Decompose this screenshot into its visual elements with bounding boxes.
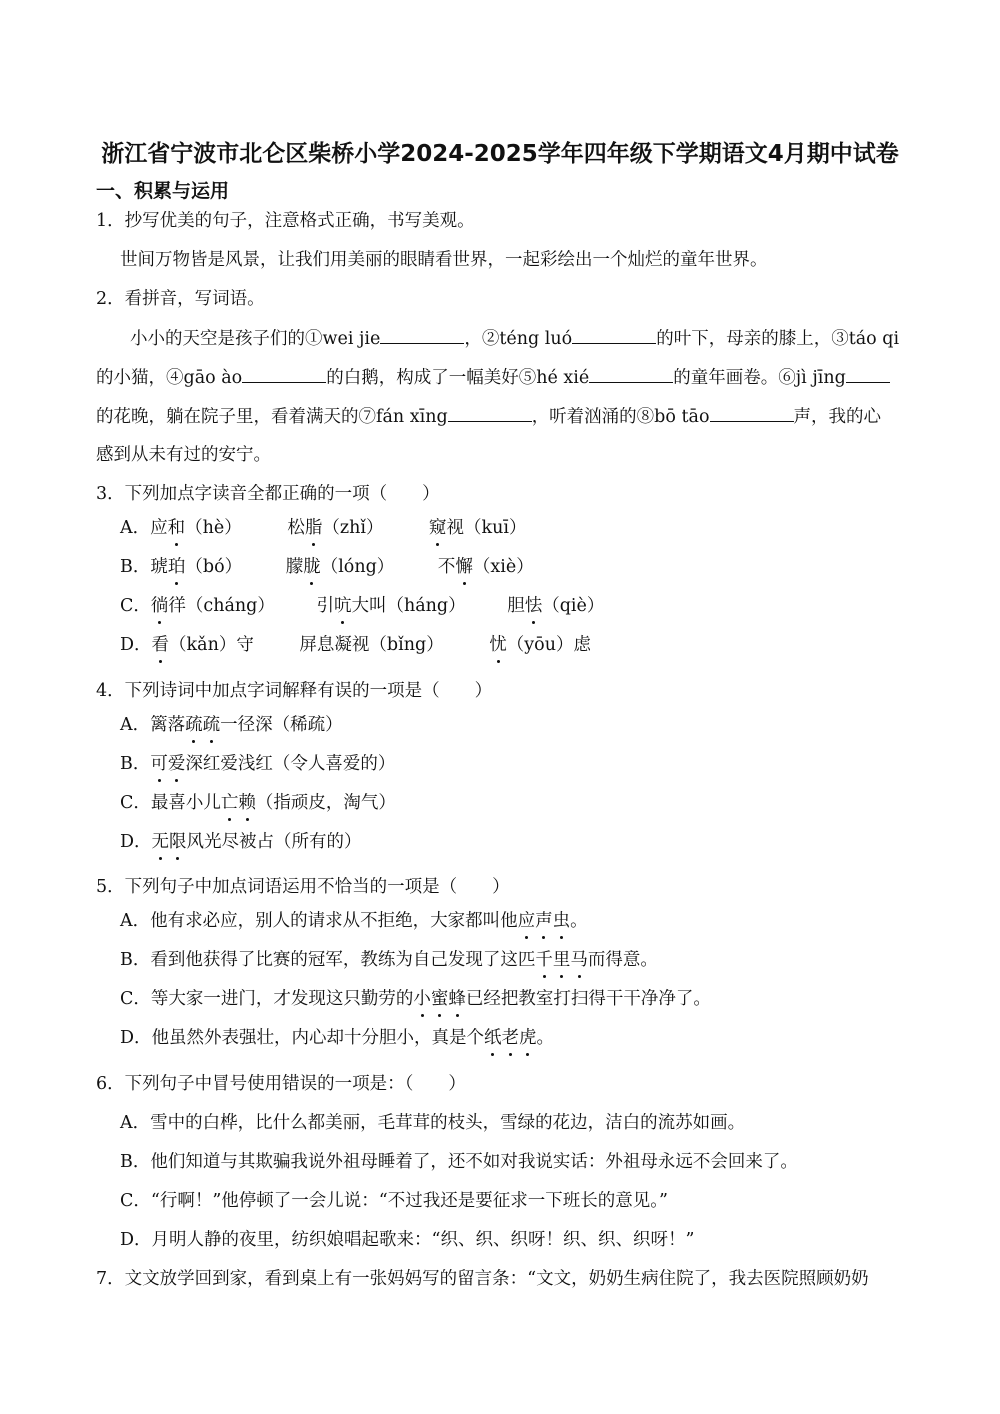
dotted-char: 虎 <box>519 1025 537 1051</box>
pinyin-text: （xiè） <box>472 557 534 577</box>
dotted-char: 小 <box>413 986 431 1012</box>
option-label: A． <box>120 518 151 538</box>
question-6-stem: 6．下列句子中冒号使用错误的一项是：（ ） <box>96 1074 466 1094</box>
pinyin-text: 声，我的心 <box>793 407 881 427</box>
dotted-char <box>152 832 187 852</box>
dotted-char: 赖 <box>238 790 256 816</box>
question-5-option-a[interactable] <box>120 908 588 934</box>
word-text: 屏 <box>299 635 317 655</box>
question-6-option-d[interactable]: D．月明人静的夜里，纺织娘唱起歌来：“织、织、织呀！织、织、织呀！” <box>120 1230 695 1250</box>
word-text: 琥 <box>150 557 168 577</box>
pinyin-text: 的叶下，母亲的膝上，③táo qi <box>656 329 900 349</box>
option-text: 。 <box>536 1028 555 1048</box>
option-text: 。 <box>570 911 588 931</box>
pinyin-text: 的花晚，躺在院子里，看着满天的⑦fán xīng <box>96 407 448 427</box>
option-text: 已经把教室打扫得干干净净了。 <box>465 989 711 1009</box>
dotted-char: 窥 <box>429 515 447 541</box>
word-text: 徉 <box>168 596 186 616</box>
dotted-char: 蜜 <box>431 986 449 1012</box>
question-5-option-c[interactable] <box>120 986 711 1012</box>
pinyin-text: （bó） <box>185 557 243 577</box>
option-label: A． <box>120 911 151 931</box>
question-3-option-a[interactable] <box>120 515 527 541</box>
option-text: （指顽皮，淘气） <box>255 793 396 813</box>
dotted-char: 看 <box>152 632 170 658</box>
dotted-char <box>484 1028 537 1048</box>
dotted-char: 和 <box>168 515 186 541</box>
dotted-char: 马 <box>570 947 588 973</box>
question-2-line-2 <box>96 364 890 391</box>
option-text: 最喜小儿 <box>150 793 221 813</box>
pinyin-text: （lóng） <box>320 557 395 577</box>
dotted-char: 里 <box>553 947 571 973</box>
option-label: C． <box>120 989 151 1009</box>
dotted-char: 老 <box>502 1025 520 1051</box>
word-text: 息凝视 <box>316 635 370 655</box>
question-4-option-b[interactable] <box>120 751 395 777</box>
question-1-stem: 1．抄写优美的句子，注意格式正确，书写美观。 <box>96 211 475 231</box>
pinyin-text: （bǐng） <box>369 635 444 655</box>
option-text: 他虽然外表强壮，内心却十分胆小，真是个 <box>151 1028 485 1048</box>
dotted-char: 吭 <box>334 593 352 619</box>
question-7-stem: 7．文文放学回到家，看到桌上有一张妈妈写的留言条：“文文，奶奶生病住院了，我去医院照顾奶奶 <box>96 1269 869 1289</box>
option-text: 深红爱浅红（令人喜爱的） <box>185 754 396 774</box>
pinyin-text: （yōu）虑 <box>506 635 591 655</box>
pinyin-text: （kǎn）守 <box>169 635 254 655</box>
answer-blank[interactable] <box>589 364 673 383</box>
question-2-line-4: 感到从未有过的安宁。 <box>96 445 271 465</box>
dotted-char: 虫 <box>553 908 571 934</box>
dotted-char: 无 <box>152 829 170 855</box>
option-text: 而得意。 <box>587 950 658 970</box>
question-4-stem: 4．下列诗词中加点字词解释有误的一项是（ ） <box>96 681 493 701</box>
question-4-option-d[interactable] <box>120 829 362 855</box>
pinyin-text: 的白鹅，构成了一幅美好⑤hé xié <box>326 368 590 388</box>
dotted-char: 限 <box>169 829 187 855</box>
question-3-option-c[interactable] <box>120 593 604 619</box>
question-6-option-c[interactable]: C．“行啊！”他停顿了一会儿说：“不过我还是要征求一下班长的意见。” <box>120 1191 668 1211</box>
pinyin-text: 的小猫，④gāo ào <box>96 368 243 388</box>
option-label: D． <box>120 832 152 852</box>
dotted-char: 千 <box>535 947 553 973</box>
dotted-char: 声 <box>535 908 553 934</box>
word-text: 视 <box>446 518 465 538</box>
dotted-char: 纸 <box>484 1025 502 1051</box>
pinyin-text: （zhǐ） <box>322 518 384 538</box>
dotted-char: 徜 <box>151 593 169 619</box>
pinyin-text: ，听着汹涌的⑧bō tāo <box>531 407 710 427</box>
question-5-option-b[interactable] <box>120 947 658 973</box>
word-text: 引 <box>316 596 334 616</box>
dotted-char: 爱 <box>168 751 186 777</box>
dotted-char: 珀 <box>168 554 186 580</box>
option-text: 他有求必应，别人的请求从不拒绝，大家都叫他 <box>150 911 518 931</box>
question-3-option-b[interactable] <box>120 554 534 580</box>
option-text: 篱落 <box>150 715 186 735</box>
dotted-word <box>185 715 220 735</box>
answer-blank[interactable] <box>242 364 326 383</box>
option-label: B． <box>120 950 151 970</box>
word-text: 胆 <box>507 596 525 616</box>
word-text: 大叫 <box>351 596 387 616</box>
option-label: A． <box>120 715 151 735</box>
option-text: 一径深（稀疏） <box>220 715 343 735</box>
word-text: 不 <box>437 557 456 577</box>
dotted-char: 应 <box>518 908 536 934</box>
pinyin-text: ，②téng luó <box>464 329 573 349</box>
dotted-char <box>221 793 256 813</box>
dotted-char: 亡 <box>221 790 239 816</box>
dotted-char <box>413 989 466 1009</box>
dotted-char <box>535 950 588 970</box>
pinyin-text: 的童年画卷。⑥jì jīng <box>673 368 846 388</box>
answer-blank[interactable] <box>710 403 794 422</box>
word-text: 松 <box>287 518 305 538</box>
question-5-option-d[interactable] <box>120 1025 554 1051</box>
question-4-option-a[interactable] <box>120 712 343 738</box>
question-5-stem: 5．下列句子中加点词语运用不恰当的一项是（ ） <box>96 877 510 897</box>
dotted-char: 忧 <box>489 632 507 658</box>
dotted-char <box>150 754 185 774</box>
pinyin-text: （hè） <box>185 518 242 538</box>
answer-blank[interactable] <box>448 403 532 422</box>
word-text: 应 <box>150 518 168 538</box>
question-6-option-a[interactable]: A．雪中的白桦，比什么都美丽，毛茸茸的枝头，雪绿的花边，洁白的流苏如画。 <box>120 1113 746 1133</box>
dotted-char <box>185 715 220 735</box>
dotted-char: 疏 <box>185 712 203 738</box>
dotted-char: 可 <box>150 751 168 777</box>
question-2-line-3 <box>96 403 881 430</box>
pinyin-text: （qiè） <box>542 596 605 616</box>
option-label: C． <box>120 596 151 616</box>
answer-blank[interactable] <box>572 325 656 344</box>
option-text: 看到他获得了比赛的冠军，教练为自己发现了这匹 <box>150 950 536 970</box>
question-4-option-c[interactable] <box>120 790 396 816</box>
option-label: D． <box>120 1028 152 1048</box>
question-3-option-d[interactable] <box>120 632 591 658</box>
section-heading: 一、积累与运用 <box>96 180 230 202</box>
dotted-char: 胧 <box>303 554 321 580</box>
answer-blank[interactable] <box>380 325 464 344</box>
option-label: B． <box>120 754 151 774</box>
question-3-stem: 3．下列加点字读音全都正确的一项（ ） <box>96 484 440 504</box>
dotted-char: 蜂 <box>448 986 466 1012</box>
dotted-char: 懈 <box>455 554 473 580</box>
question-1-sentence: 世间万物皆是风景，让我们用美丽的眼睛看世界，一起彩绘出一个灿烂的童年世界。 <box>120 250 768 270</box>
option-label: D． <box>120 635 152 655</box>
page-title: 浙江省宁波市北仑区柴桥小学2024-2025学年四年级下学期语文4月期中试卷 <box>101 141 899 167</box>
question-6-option-b[interactable]: B．他们知道与其欺骗我说外祖母睡着了，还不如对我说实话：外祖母永远不会回来了。 <box>120 1152 798 1172</box>
question-2-stem: 2．看拼音，写词语。 <box>96 289 265 309</box>
option-text: 风光尽被占（所有的） <box>186 832 362 852</box>
answer-blank[interactable] <box>846 364 890 383</box>
question-2-line-1 <box>130 325 899 352</box>
dotted-char: 脂 <box>305 515 323 541</box>
pinyin-text: （cháng） <box>185 596 275 616</box>
dotted-char: 疏 <box>203 712 221 738</box>
dotted-char: 怯 <box>525 593 543 619</box>
dotted-char <box>518 911 571 931</box>
option-label: C． <box>120 793 151 813</box>
word-text: 朦 <box>285 557 304 577</box>
option-text: 等大家一进门，才发现这只勤劳的 <box>150 989 414 1009</box>
pinyin-text: 小小的天空是孩子们的①wei jie <box>130 329 381 349</box>
option-label: B． <box>120 557 151 577</box>
pinyin-text: （háng） <box>386 596 466 616</box>
pinyin-text: （kuī） <box>464 518 527 538</box>
